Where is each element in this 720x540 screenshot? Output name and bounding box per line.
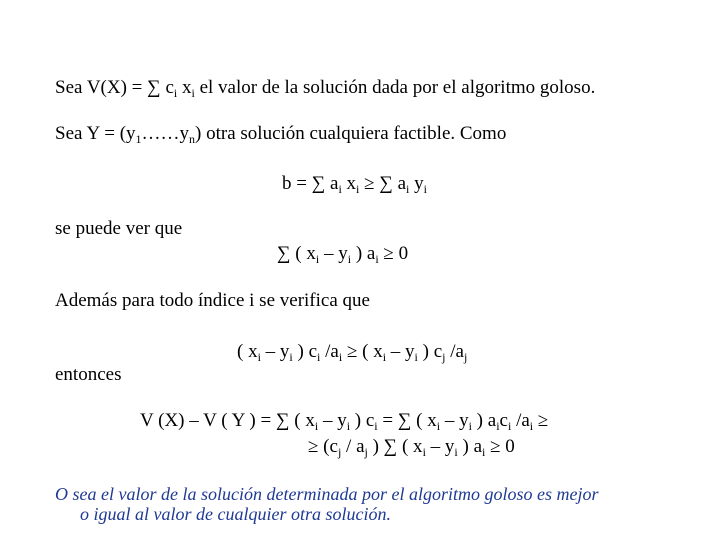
- equation-v-difference: V (X) – V ( Y ) = ∑ ( $x_i - y_i$ ) $c_i$ = ∑ ( $x_i - y_i$ ) $a_ic_i$ $/a_i$ ≥: [140, 410, 549, 433]
- conclusion-line-1: O sea el valor de la solución determinada por el algoritmo goloso es mejor: [55, 484, 599, 504]
- inequality-ratio: ( $x_i - y_i$ ) $c_i$ $/a_i$ ≥ ( $x_i - y_i$ ) $c_j$ $/a_j$: [237, 341, 468, 364]
- text-entonces: entonces: [55, 364, 122, 385]
- text-ademas: Además para todo índice i se verifica que: [55, 290, 370, 311]
- equation-v-difference-cont: ≥ ($c_j / a_j$ ) ∑ ( $x_i - y_i$ ) $a_i \ge 0$: [308, 436, 515, 459]
- text-se-puede-ver: se puede ver que: [55, 218, 183, 239]
- equation-sum-nonneg: ∑ ( $x_i - y_i$ ) $a_i \ge 0$: [277, 243, 409, 266]
- equation-b: b = ∑ $a_i$ $x_i$ ≥ ∑ $a_i$ $y_i$: [282, 173, 427, 196]
- definition-v: Sea V(X) = ∑ $c_i$ $x_i$ el valor de la solución dada por el algoritmo goloso.: [55, 77, 596, 100]
- conclusion-line-2: o igual al valor de cualquier otra solución.: [80, 504, 391, 524]
- definition-y: Sea $Y = (y_1\dots\dots y_n)$ otra solución cualquiera factible. Como: [55, 123, 507, 146]
